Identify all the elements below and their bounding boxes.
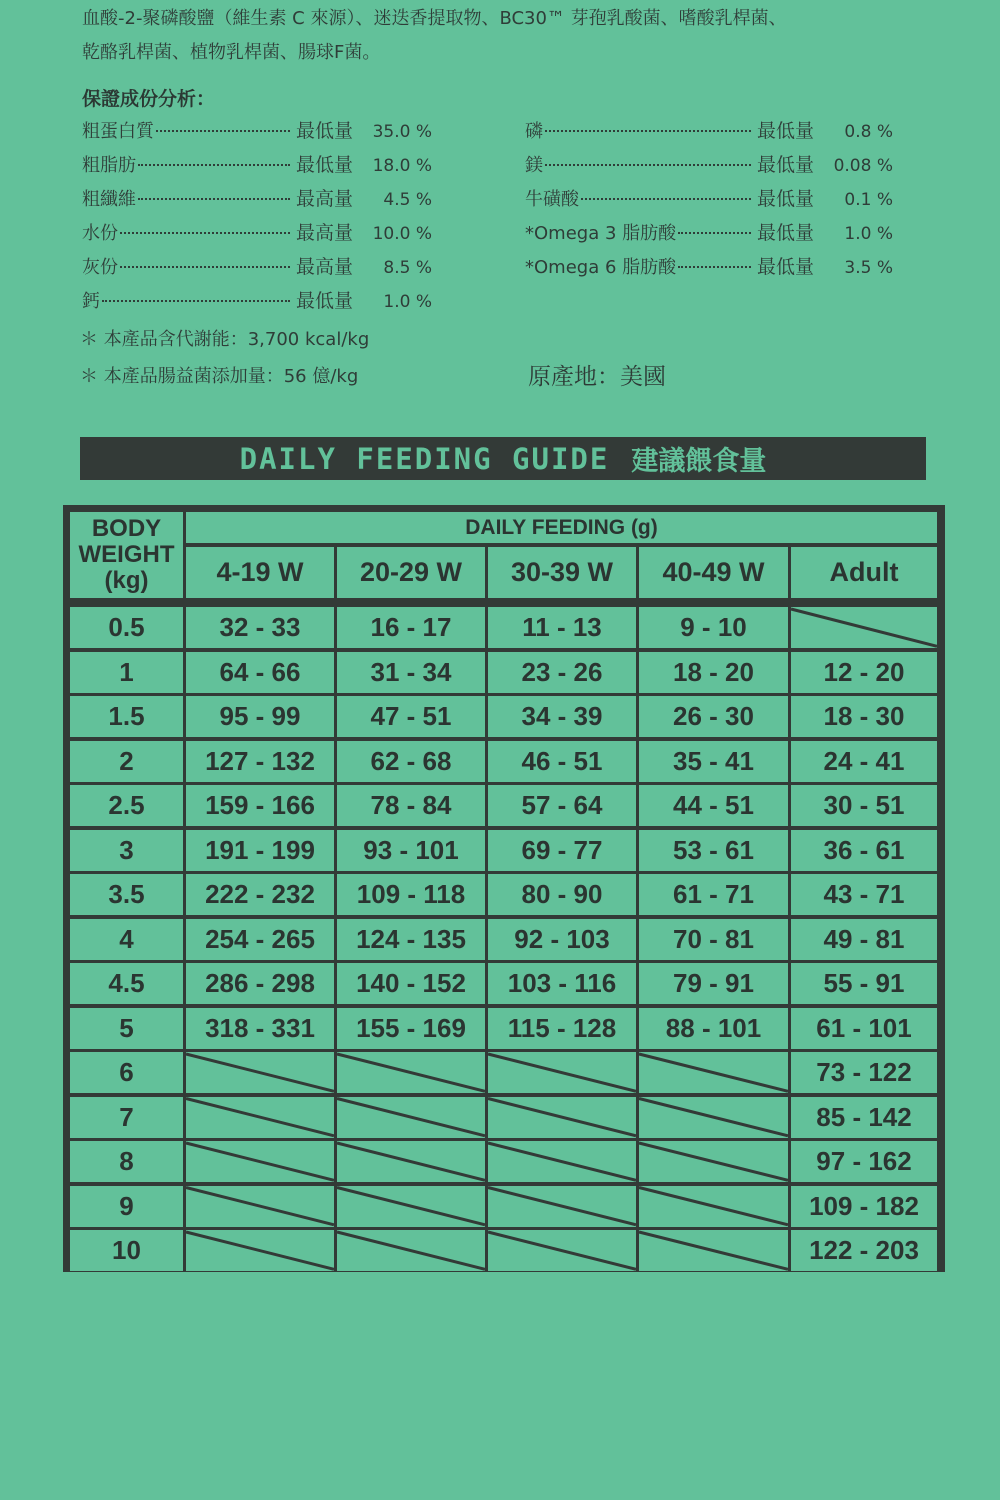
weight-cell: 7 (70, 1097, 183, 1138)
nutrient-qualifier: 最高量 (296, 222, 354, 244)
empty-cell-diagonal (337, 1099, 485, 1136)
body-weight-header-line: (kg) (104, 567, 149, 594)
nutrient-name: 牛磺酸 (525, 189, 579, 210)
age-header: 40-49 W (639, 547, 788, 598)
nutrient-name: 粗脂肪 (82, 155, 136, 176)
empty-cell-diagonal (186, 1099, 334, 1136)
nutrient-row (82, 116, 432, 150)
weight-cell: 1.5 (70, 696, 183, 737)
feeding-amount-cell: 286 - 298 (186, 963, 334, 1004)
nutrient-value: 35.0 % (372, 122, 432, 142)
dot-leader (545, 164, 751, 166)
nutrient-value: 0.1 % (844, 190, 893, 210)
weight-cell: 4.5 (70, 963, 183, 1004)
nutrient-name: 粗蛋白質 (82, 121, 154, 142)
nutrient-qualifier: 最低量 (757, 188, 815, 210)
dot-leader (156, 130, 290, 132)
weight-cell: 2 (70, 741, 183, 782)
feeding-amount-cell: 155 - 169 (337, 1008, 485, 1049)
nutrient-value: 1.0 % (383, 292, 432, 312)
feeding-amount-cell: 140 - 152 (337, 963, 485, 1004)
empty-cell-diagonal (488, 1099, 636, 1136)
feeding-amount-cell: 31 - 34 (337, 652, 485, 693)
nutrient-qualifier: 最低量 (757, 256, 815, 278)
nutrient-row (525, 252, 893, 286)
nutrient-row (82, 218, 432, 252)
nutrient-name: 磷 (525, 121, 543, 142)
dot-leader (102, 300, 290, 302)
feeding-amount-cell: 85 - 142 (791, 1097, 937, 1138)
nutrient-name: 鈣 (82, 291, 100, 312)
dot-leader (581, 198, 751, 200)
nutrient-qualifier: 最低量 (296, 120, 354, 142)
energy-note: ＊ 本產品含代謝能：3,700 kcal/kg (80, 329, 370, 350)
weight-cell: 3 (70, 830, 183, 871)
nutrient-row (82, 184, 432, 218)
empty-cell-diagonal (186, 1143, 334, 1180)
feeding-guide-title-zh: 建議餵食量 (631, 446, 767, 477)
nutrient-value: 4.5 % (383, 190, 432, 210)
age-header: 20-29 W (337, 547, 485, 598)
feeding-amount-cell: 26 - 30 (639, 696, 788, 737)
nutrient-row (525, 116, 893, 150)
feeding-amount-cell: 122 - 203 (791, 1230, 937, 1271)
empty-cell-diagonals (63, 505, 945, 1272)
dot-leader (678, 266, 751, 268)
nutrient-row (82, 286, 432, 320)
analysis-right-column (525, 116, 893, 286)
nutrient-value: 8.5 % (383, 258, 432, 278)
feeding-amount-cell: 159 - 166 (186, 785, 334, 826)
dot-leader (120, 232, 290, 234)
weight-cell: 10 (70, 1230, 183, 1271)
nutrient-qualifier: 最高量 (296, 256, 354, 278)
feeding-amount-cell: 73 - 122 (791, 1052, 937, 1093)
nutrient-row (82, 252, 432, 286)
feeding-amount-cell: 124 - 135 (337, 919, 485, 960)
nutrient-name: 鎂 (525, 155, 543, 176)
feeding-amount-cell: 92 - 103 (488, 919, 636, 960)
feeding-amount-cell: 30 - 51 (791, 785, 937, 826)
weight-cell: 5 (70, 1008, 183, 1049)
empty-cell-diagonal (488, 1232, 636, 1269)
dot-leader (545, 130, 751, 132)
feeding-amount-cell: 16 - 17 (337, 607, 485, 648)
empty-cell-diagonal (639, 1054, 788, 1091)
nutrient-value: 3.5 % (844, 258, 893, 278)
weight-cell: 9 (70, 1186, 183, 1227)
analysis-left-column (82, 116, 432, 320)
dot-leader (138, 198, 290, 200)
age-header: 30-39 W (488, 547, 636, 598)
empty-cell-diagonal (791, 609, 937, 646)
feeding-amount-cell: 11 - 13 (488, 607, 636, 648)
feeding-amount-cell: 222 - 232 (186, 874, 334, 915)
weight-cell: 2.5 (70, 785, 183, 826)
feeding-amount-cell: 93 - 101 (337, 830, 485, 871)
daily-feeding-header: DAILY FEEDING (g) (186, 512, 937, 543)
body-weight-header-line: WEIGHT (78, 541, 175, 568)
nutrient-name: 灰份 (82, 257, 118, 278)
origin-text: 原產地：美國 (528, 364, 666, 390)
feeding-amount-cell: 43 - 71 (791, 874, 937, 915)
feeding-amount-cell: 70 - 81 (639, 919, 788, 960)
feeding-amount-cell: 78 - 84 (337, 785, 485, 826)
feeding-amount-cell: 53 - 61 (639, 830, 788, 871)
feeding-amount-cell: 32 - 33 (186, 607, 334, 648)
feeding-amount-cell: 64 - 66 (186, 652, 334, 693)
dot-leader (678, 232, 751, 234)
feeding-amount-cell: 109 - 118 (337, 874, 485, 915)
nutrient-qualifier: 最低量 (757, 154, 815, 176)
feeding-amount-cell: 24 - 41 (791, 741, 937, 782)
empty-cell-diagonal (337, 1232, 485, 1269)
feeding-table (63, 505, 945, 1272)
age-header: Adult (791, 547, 937, 598)
empty-cell-diagonal (488, 1054, 636, 1091)
nutrient-name: 粗纖維 (82, 189, 136, 210)
feeding-amount-cell: 69 - 77 (488, 830, 636, 871)
feeding-amount-cell: 80 - 90 (488, 874, 636, 915)
analysis-title: 保證成份分析： (82, 88, 216, 110)
weight-cell: 4 (70, 919, 183, 960)
weight-cell: 6 (70, 1052, 183, 1093)
nutrient-value: 1.0 % (844, 224, 893, 244)
feeding-amount-cell: 62 - 68 (337, 741, 485, 782)
nutrient-value: 18.0 % (372, 156, 432, 176)
empty-cell-diagonal (186, 1232, 334, 1269)
weight-cell: 8 (70, 1141, 183, 1182)
nutrient-name: *Omega 3 脂肪酸 (525, 223, 677, 244)
feeding-guide-banner (80, 437, 926, 480)
feeding-amount-cell: 57 - 64 (488, 785, 636, 826)
feeding-amount-cell: 191 - 199 (186, 830, 334, 871)
empty-cell-diagonal (337, 1054, 485, 1091)
nutrient-name: 水份 (82, 223, 118, 244)
feeding-amount-cell: 254 - 265 (186, 919, 334, 960)
empty-cell-diagonal (337, 1143, 485, 1180)
dot-leader (120, 266, 290, 268)
feeding-amount-cell: 49 - 81 (791, 919, 937, 960)
feeding-amount-cell: 35 - 41 (639, 741, 788, 782)
weight-cell: 0.5 (70, 607, 183, 648)
empty-cell-diagonal (488, 1143, 636, 1180)
feeding-amount-cell: 115 - 128 (488, 1008, 636, 1049)
feeding-amount-cell: 79 - 91 (639, 963, 788, 1004)
nutrient-value: 0.08 % (833, 156, 893, 176)
age-header: 4-19 W (186, 547, 334, 598)
empty-cell-diagonal (639, 1099, 788, 1136)
feeding-amount-cell: 18 - 30 (791, 696, 937, 737)
nutrient-row (525, 150, 893, 184)
feeding-guide-title-en: DAILY FEEDING GUIDE (239, 441, 610, 476)
nutrient-qualifier: 最低量 (296, 290, 354, 312)
feeding-amount-cell: 44 - 51 (639, 785, 788, 826)
feeding-amount-cell: 18 - 20 (639, 652, 788, 693)
probiotic-note: ＊ 本產品腸益菌添加量：56 億/kg (80, 366, 359, 387)
empty-cell-diagonal (639, 1143, 788, 1180)
ingredients-text (82, 2, 942, 70)
nutrient-value: 10.0 % (372, 224, 432, 244)
weight-cell: 1 (70, 652, 183, 693)
nutrient-qualifier: 最低量 (296, 154, 354, 176)
nutrient-name: *Omega 6 脂肪酸 (525, 257, 677, 278)
nutrient-qualifier: 最高量 (296, 188, 354, 210)
feeding-amount-cell: 34 - 39 (488, 696, 636, 737)
feeding-amount-cell: 61 - 101 (791, 1008, 937, 1049)
empty-cell-diagonal (337, 1188, 485, 1225)
feeding-amount-cell: 318 - 331 (186, 1008, 334, 1049)
empty-cell-diagonal (488, 1188, 636, 1225)
feeding-amount-cell: 46 - 51 (488, 741, 636, 782)
feeding-amount-cell: 36 - 61 (791, 830, 937, 871)
nutrient-row (82, 150, 432, 184)
feeding-amount-cell: 109 - 182 (791, 1186, 937, 1227)
feeding-amount-cell: 127 - 132 (186, 741, 334, 782)
empty-cell-diagonal (639, 1188, 788, 1225)
empty-cell-diagonal (186, 1054, 334, 1091)
nutrient-row (525, 218, 893, 252)
feeding-amount-cell: 88 - 101 (639, 1008, 788, 1049)
feeding-amount-cell: 61 - 71 (639, 874, 788, 915)
feeding-amount-cell: 47 - 51 (337, 696, 485, 737)
ingredients-line-2: 乾酪乳桿菌、植物乳桿菌、腸球F菌。 (82, 42, 381, 63)
empty-cell-diagonal (639, 1232, 788, 1269)
body-weight-header-line: BODY (91, 515, 162, 542)
feeding-amount-cell: 55 - 91 (791, 963, 937, 1004)
weight-cell: 3.5 (70, 874, 183, 915)
dot-leader (138, 164, 290, 166)
feeding-amount-cell: 103 - 116 (488, 963, 636, 1004)
nutrient-qualifier: 最低量 (757, 222, 815, 244)
feeding-amount-cell: 97 - 162 (791, 1141, 937, 1182)
ingredients-line-1: 血酸-2-聚磷酸鹽（維生素 C 來源）、迷迭香提取物、BC30™ 芽孢乳酸菌、嗜酸乳桿菌、 (82, 8, 787, 29)
empty-cell-diagonal (186, 1188, 334, 1225)
feeding-amount-cell: 23 - 26 (488, 652, 636, 693)
nutrient-qualifier: 最低量 (757, 120, 815, 142)
feeding-amount-cell: 9 - 10 (639, 607, 788, 648)
feeding-amount-cell: 12 - 20 (791, 652, 937, 693)
nutrient-value: 0.8 % (844, 122, 893, 142)
nutrient-row (525, 184, 893, 218)
feeding-amount-cell: 95 - 99 (186, 696, 334, 737)
